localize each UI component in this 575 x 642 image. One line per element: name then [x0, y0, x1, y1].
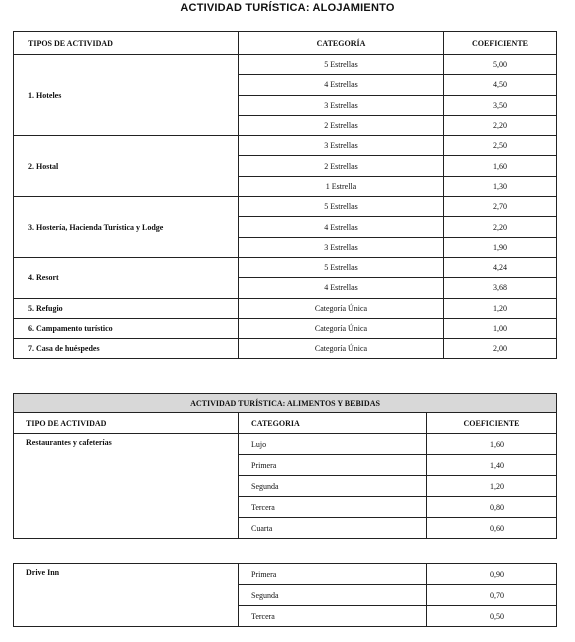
- coefficient-cell: 0,50: [427, 606, 557, 627]
- alojamiento-table: [13, 31, 557, 359]
- coefficient-cell: 2,50: [444, 136, 557, 156]
- coefficient-cell: 1,20: [444, 298, 557, 318]
- coefficient-cell: 0,70: [427, 585, 557, 606]
- category-cell: Categoría Única: [239, 298, 444, 318]
- coefficient-cell: 1,90: [444, 237, 557, 257]
- alojamiento-title: ACTIVIDAD TURÍSTICA: ALOJAMIENTO: [180, 2, 395, 14]
- activity-type: Restaurantes y cafeterías: [14, 434, 239, 539]
- table-row: [14, 318, 557, 338]
- category-cell: 3 Estrellas: [239, 136, 444, 156]
- coefficient-cell: 2,20: [444, 115, 557, 135]
- category-cell: Lujo: [239, 434, 427, 455]
- header-type: TIPOS DE ACTIVIDAD: [14, 32, 239, 55]
- activity-type: 2. Hostal: [14, 136, 239, 197]
- activity-type: 1. Hoteles: [14, 55, 239, 136]
- coefficient-cell: 0,60: [427, 518, 557, 539]
- table-row: [14, 197, 557, 217]
- coefficient-cell: 0,80: [427, 497, 557, 518]
- category-cell: 5 Estrellas: [239, 197, 444, 217]
- coefficient-cell: 3,68: [444, 278, 557, 298]
- table-row: [14, 434, 557, 455]
- category-cell: 5 Estrellas: [239, 257, 444, 277]
- activity-type: 7. Casa de huéspedes: [14, 339, 239, 359]
- table-row: [14, 564, 557, 585]
- coefficient-cell: 2,00: [444, 339, 557, 359]
- table-row: [14, 339, 557, 359]
- category-cell: 5 Estrellas: [239, 55, 444, 75]
- coefficient-cell: 4,24: [444, 257, 557, 277]
- drive-inn-table: [13, 563, 557, 627]
- category-cell: Tercera: [239, 497, 427, 518]
- table-row: [14, 298, 557, 318]
- coefficient-cell: 3,50: [444, 95, 557, 115]
- table-row: [14, 55, 557, 75]
- coefficient-cell: 0,90: [427, 564, 557, 585]
- category-cell: Categoría Única: [239, 318, 444, 338]
- activity-type: 4. Resort: [14, 257, 239, 298]
- coefficient-cell: 5,00: [444, 55, 557, 75]
- category-cell: 3 Estrellas: [239, 95, 444, 115]
- category-cell: 2 Estrellas: [239, 156, 444, 176]
- category-cell: 4 Estrellas: [239, 278, 444, 298]
- category-cell: Segunda: [239, 585, 427, 606]
- header-category: CATEGORÍA: [239, 32, 444, 55]
- coefficient-cell: 1,60: [427, 434, 557, 455]
- category-cell: 4 Estrellas: [239, 217, 444, 237]
- alimentos-title: ACTIVIDAD TURÍSTICA: ALIMENTOS Y BEBIDAS: [14, 394, 557, 413]
- coefficient-cell: 1,00: [444, 318, 557, 338]
- coefficient-cell: 1,20: [427, 476, 557, 497]
- coefficient-cell: 1,30: [444, 176, 557, 196]
- coefficient-cell: 2,70: [444, 197, 557, 217]
- alimentos-title-row: [14, 394, 557, 413]
- alojamiento-header-row: [14, 32, 557, 55]
- activity-type: 3. Hostería, Hacienda Turística y Lodge: [14, 197, 239, 258]
- activity-type: Drive Inn: [14, 564, 239, 627]
- category-cell: Primera: [239, 564, 427, 585]
- category-cell: Cuarta: [239, 518, 427, 539]
- coefficient-cell: 2,20: [444, 217, 557, 237]
- alimentos-table: [13, 393, 557, 539]
- coefficient-cell: 4,50: [444, 75, 557, 95]
- category-cell: Segunda: [239, 476, 427, 497]
- activity-type: 5. Refugio: [14, 298, 239, 318]
- table-row: [14, 136, 557, 156]
- table-row: [14, 257, 557, 277]
- header-type: TIPO DE ACTIVIDAD: [14, 413, 239, 434]
- alimentos-header-row: [14, 413, 557, 434]
- header-category: CATEGORIA: [239, 413, 427, 434]
- category-cell: Primera: [239, 455, 427, 476]
- activity-type: 6. Campamento turístico: [14, 318, 239, 338]
- category-cell: 3 Estrellas: [239, 237, 444, 257]
- category-cell: 1 Estrella: [239, 176, 444, 196]
- header-coefficient: COEFICIENTE: [444, 32, 557, 55]
- category-cell: 4 Estrellas: [239, 75, 444, 95]
- coefficient-cell: 1,60: [444, 156, 557, 176]
- coefficient-cell: 1,40: [427, 455, 557, 476]
- category-cell: Tercera: [239, 606, 427, 627]
- category-cell: Categoría Única: [239, 339, 444, 359]
- category-cell: 2 Estrellas: [239, 115, 444, 135]
- header-coefficient: COEFICIENTE: [427, 413, 557, 434]
